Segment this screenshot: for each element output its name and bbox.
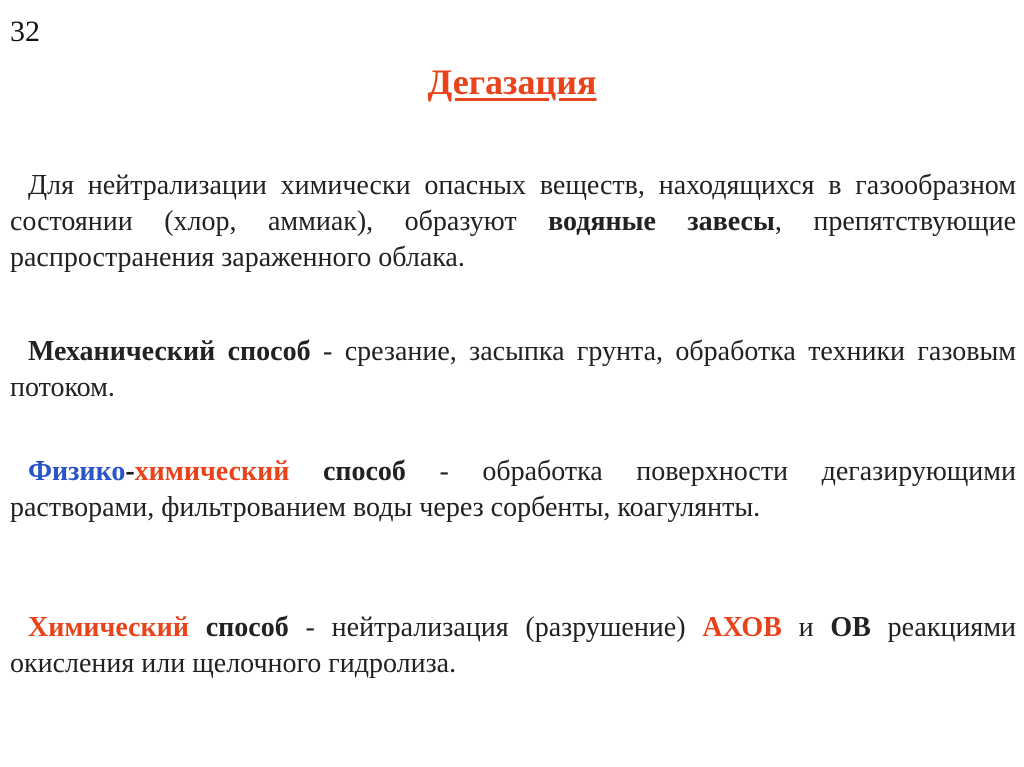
- p4-red-abbrev: АХОВ: [702, 612, 782, 643]
- slide-title: Дегазация: [427, 62, 597, 102]
- p4-text-b: и: [781, 612, 831, 643]
- paragraph-gas-neutralization: [10, 168, 1016, 276]
- p1-bold-term: водяные завесы: [548, 206, 775, 237]
- p1-text-a: Для нейтрализации химически опасных веществ, находящихся в газообразном состоянии (хлор, аммиак), образуют: [10, 170, 1016, 237]
- paragraph-physicochemical-method: [10, 454, 1016, 526]
- p3-red-term: химический: [134, 456, 290, 487]
- p3-blue-term: Физико: [28, 456, 126, 487]
- p3-bold-term: способ: [322, 456, 406, 487]
- paragraph-chemical-method: [10, 610, 1016, 682]
- p1-text-b: , препятствующие распространения зараженного облака.: [10, 206, 1017, 273]
- p2-text: - срезание, засыпка грунта, обработка техники газовым потоком.: [10, 336, 1016, 403]
- p4-bold-term: способ: [205, 612, 289, 643]
- slide-number: 32: [10, 15, 40, 48]
- p3-text: - обработка поверхности дегазирующими растворами, фильтрованием воды через сорбенты, коагулянты.: [10, 456, 1016, 523]
- p4-text-a: - нейтрализация (разрушение): [288, 612, 703, 643]
- p4-red-term: Химический: [28, 612, 189, 643]
- p2-bold-term: Механический способ: [28, 336, 311, 367]
- p4-bold-abbrev: ОВ: [830, 612, 871, 643]
- p3-dash: -: [125, 456, 135, 487]
- p4-text-c: реакциями окисления или щелочного гидролиза.: [10, 612, 1017, 679]
- paragraph-mechanical-method: [10, 334, 1016, 406]
